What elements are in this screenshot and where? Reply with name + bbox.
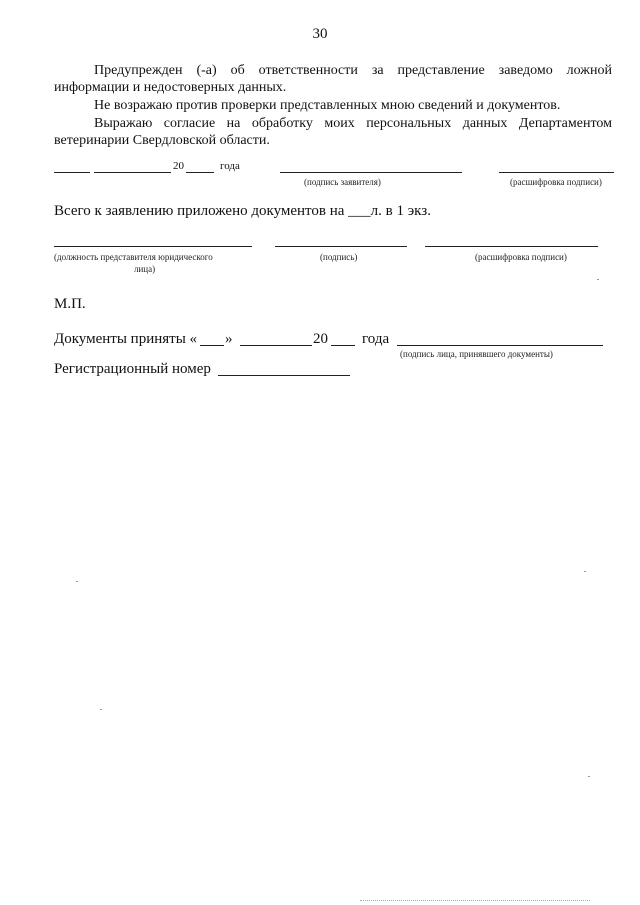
applicant-decoding-caption: (расшифровка подписи) (510, 177, 602, 187)
page-number: 30 (312, 26, 328, 42)
acceptance-month-blank[interactable] (240, 345, 312, 346)
scan-speck (597, 279, 599, 280)
acceptance-label: Документы приняты « (54, 331, 198, 347)
representative-position-caption-2: лица) (134, 264, 156, 274)
applicant-signature-caption: (подпись заявителя) (304, 177, 381, 187)
acceptance-signature-line[interactable] (397, 345, 603, 346)
representative-signature-caption: (подпись) (320, 252, 358, 262)
date-suffix: года (220, 160, 240, 172)
consent-line-2: ветеринарии Свердловской области. (54, 133, 270, 148)
consent-line-1: Выражаю согласие на обработку моих персональных данных Департаментом (94, 116, 612, 131)
applicant-decoding-line[interactable] (499, 172, 614, 173)
registration-number-label: Регистрационный номер (54, 361, 211, 377)
stamp-place-label: М.П. (54, 296, 86, 312)
no-objection-statement: Не возражаю против проверки представленных мною сведений и документов. (94, 98, 561, 113)
representative-decoding-caption: (расшифровка подписи) (475, 252, 567, 262)
warned-line-1: Предупрежден (-а) об ответственности за представление заведомо ложной (94, 63, 612, 78)
date-month-blank[interactable] (94, 172, 171, 173)
scan-speck (584, 571, 586, 572)
date-year-blank[interactable] (186, 172, 214, 173)
acceptance-year-prefix: 20 (313, 331, 328, 347)
acceptance-year-blank[interactable] (331, 345, 355, 346)
warned-line-2: информации и недостоверных данных. (54, 80, 287, 95)
registration-number-field[interactable] (218, 375, 350, 376)
date-day-blank[interactable] (54, 172, 90, 173)
scan-edge-line (360, 900, 590, 901)
representative-decoding-line[interactable] (425, 246, 598, 247)
representative-position-caption-1: (должность представителя юридического (54, 252, 213, 262)
attachments-statement: Всего к заявлению приложено документов на ___л. в 1 экз. (54, 203, 431, 219)
scan-speck (100, 709, 102, 710)
acceptance-day-blank[interactable] (200, 345, 224, 346)
scan-speck (76, 581, 78, 582)
acceptance-signature-caption: (подпись лица, принявшего документы) (400, 349, 553, 359)
representative-signature-line[interactable] (275, 246, 407, 247)
representative-position-line[interactable] (54, 246, 252, 247)
acceptance-quote-close: » (225, 331, 233, 347)
acceptance-year-suffix: года (362, 331, 390, 347)
applicant-signature-line[interactable] (280, 172, 462, 173)
date-year-prefix: 20 (173, 160, 184, 172)
scan-speck (588, 776, 590, 777)
